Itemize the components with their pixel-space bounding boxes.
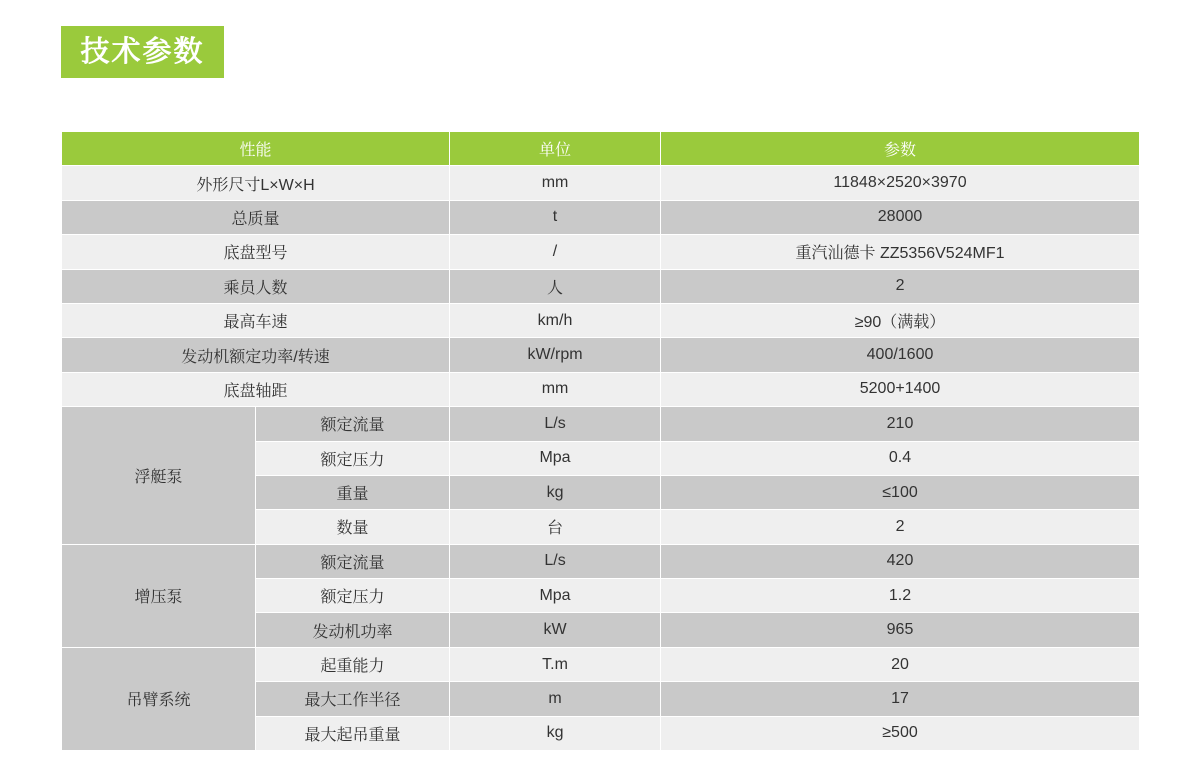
spec-unit: kg bbox=[450, 716, 661, 750]
spec-group-label: 吊臂系统 bbox=[62, 647, 256, 750]
spec-name: 总质量 bbox=[62, 200, 450, 234]
spec-unit: kW/rpm bbox=[450, 338, 661, 372]
spec-unit: kW bbox=[450, 613, 661, 647]
column-header-performance: 性能 bbox=[62, 132, 450, 166]
table-row bbox=[62, 372, 1140, 406]
spec-name: 最大起吊重量 bbox=[256, 716, 450, 750]
spec-unit: km/h bbox=[450, 303, 661, 337]
spec-name: 乘员人数 bbox=[62, 269, 450, 303]
page-title: 技术参数 bbox=[80, 35, 205, 68]
table-header-row bbox=[62, 132, 1140, 166]
spec-name: 起重能力 bbox=[256, 647, 450, 681]
spec-value: 2 bbox=[661, 510, 1140, 544]
spec-unit: Mpa bbox=[450, 579, 661, 613]
spec-value: 400/1600 bbox=[661, 338, 1140, 372]
table-row bbox=[62, 303, 1140, 337]
spec-unit: kg bbox=[450, 475, 661, 509]
table-body bbox=[62, 166, 1140, 751]
spec-unit: / bbox=[450, 235, 661, 269]
table-row bbox=[62, 235, 1140, 269]
spec-name: 最高车速 bbox=[62, 303, 450, 337]
spec-name: 额定流量 bbox=[256, 407, 450, 441]
spec-value: ≥500 bbox=[661, 716, 1140, 750]
spec-unit: L/s bbox=[450, 407, 661, 441]
spec-value: 5200+1400 bbox=[661, 372, 1140, 406]
spec-name: 外形尺寸L×W×H bbox=[62, 166, 450, 200]
table-row bbox=[62, 338, 1140, 372]
table-row bbox=[62, 407, 1140, 441]
spec-name: 发动机功率 bbox=[256, 613, 450, 647]
spec-value: 210 bbox=[661, 407, 1140, 441]
table-row bbox=[62, 166, 1140, 200]
spec-name: 额定压力 bbox=[256, 441, 450, 475]
spec-value: 28000 bbox=[661, 200, 1140, 234]
spec-group-label: 浮艇泵 bbox=[62, 407, 256, 545]
spec-value: 965 bbox=[661, 613, 1140, 647]
table-row bbox=[62, 200, 1140, 234]
spec-unit: Mpa bbox=[450, 441, 661, 475]
spec-name: 额定压力 bbox=[256, 579, 450, 613]
page-title-banner bbox=[61, 26, 224, 78]
spec-name: 底盘型号 bbox=[62, 235, 450, 269]
spec-value: 20 bbox=[661, 647, 1140, 681]
spec-value: 重汽汕德卡 ZZ5356V524MF1 bbox=[661, 235, 1140, 269]
spec-value: ≤100 bbox=[661, 475, 1140, 509]
spec-value: 420 bbox=[661, 544, 1140, 578]
table-row bbox=[62, 647, 1140, 681]
spec-unit: t bbox=[450, 200, 661, 234]
table-head bbox=[62, 132, 1140, 166]
spec-name: 底盘轴距 bbox=[62, 372, 450, 406]
specifications-table bbox=[61, 131, 1140, 751]
spec-name: 数量 bbox=[256, 510, 450, 544]
column-header-parameter: 参数 bbox=[661, 132, 1140, 166]
spec-unit: T.m bbox=[450, 647, 661, 681]
spec-group-label: 增压泵 bbox=[62, 544, 256, 647]
spec-name: 发动机额定功率/转速 bbox=[62, 338, 450, 372]
spec-name: 重量 bbox=[256, 475, 450, 509]
column-header-unit: 单位 bbox=[450, 132, 661, 166]
spec-unit: mm bbox=[450, 166, 661, 200]
spec-value: 0.4 bbox=[661, 441, 1140, 475]
spec-unit: L/s bbox=[450, 544, 661, 578]
spec-value: 1.2 bbox=[661, 579, 1140, 613]
spec-value: 2 bbox=[661, 269, 1140, 303]
table-row bbox=[62, 544, 1140, 578]
spec-unit: m bbox=[450, 682, 661, 716]
spec-unit: 人 bbox=[450, 269, 661, 303]
table-row bbox=[62, 269, 1140, 303]
spec-value: 17 bbox=[661, 682, 1140, 716]
spec-value: ≥90（满载） bbox=[661, 303, 1140, 337]
spec-unit: 台 bbox=[450, 510, 661, 544]
spec-value: 11848×2520×3970 bbox=[661, 166, 1140, 200]
spec-name: 最大工作半径 bbox=[256, 682, 450, 716]
spec-unit: mm bbox=[450, 372, 661, 406]
spec-name: 额定流量 bbox=[256, 544, 450, 578]
